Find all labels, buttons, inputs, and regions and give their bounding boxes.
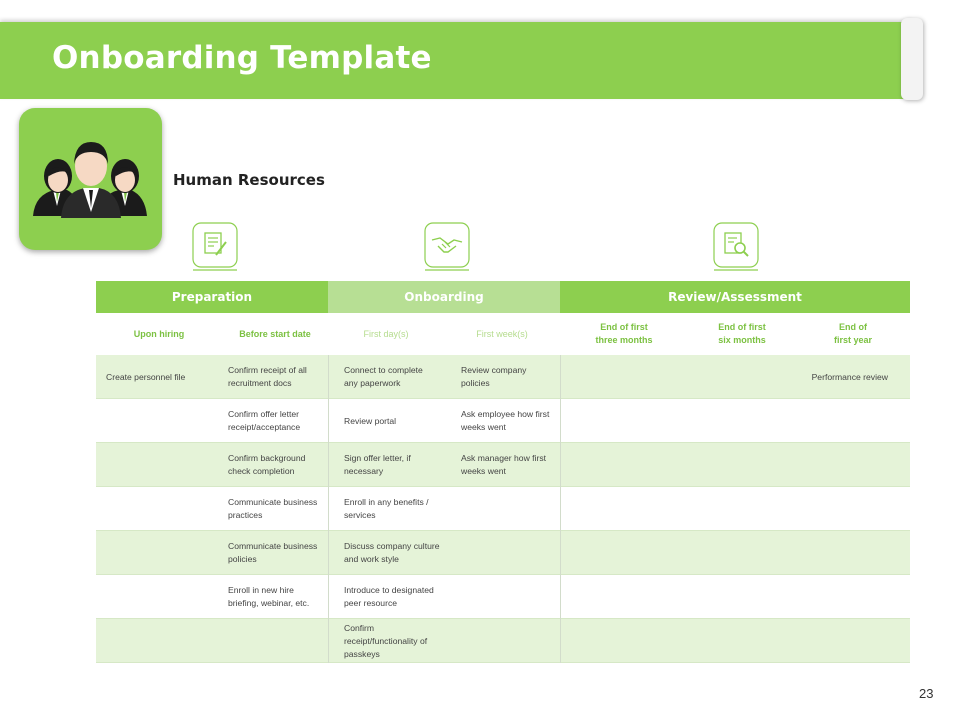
subheader-upon-hiring: Upon hiring [133,328,185,339]
table-cell: Review company policies [461,365,527,388]
table-cell: Review portal [344,416,397,426]
subheader-six-months: End of first six months [718,322,766,345]
table-cell: Confirm receipt of all recruitment docs [228,365,307,388]
table-cell: Confirm offer letter receipt/acceptance [228,409,301,432]
department-label: Human Resources [173,171,325,189]
table-row [96,575,910,619]
table-row [96,487,910,531]
header-preparation: Preparation [96,281,328,313]
magnifier-document-icon [713,222,759,272]
subheader-before-start: Before start date [239,328,311,339]
column-divider [328,355,329,663]
document-pen-icon [192,222,238,272]
table-row [96,531,910,575]
page-curl-decoration [901,18,923,100]
page-number: 23 [919,686,934,701]
slide-title: Onboarding Template [52,40,432,76]
subheader-first-days: First day(s) [363,328,409,339]
subheader-first-year: End of first year [833,322,873,345]
table-cell: Connect to complete any paperwork [344,365,423,388]
people-group-icon [19,108,162,250]
table-cell: Ask manager how first weeks went [461,453,547,476]
table-cell: Ask employee how first weeks went [461,409,550,432]
header-review-assessment: Review/Assessment [560,281,910,313]
table-cell: Create personnel file [106,372,186,382]
table-cell: Sign offer letter, if necessary [344,453,411,476]
table-cell: Introduce to designated peer resource [344,585,434,608]
table-cell: Communicate business policies [228,541,318,564]
table-row [96,399,910,443]
subheader-three-months: End of first three months [595,322,653,345]
header-onboarding: Onboarding [328,281,560,313]
table-row [96,443,910,487]
title-banner [0,22,912,99]
table-cell: Confirm receipt/functionality of passkeys [344,623,428,659]
table-row [96,619,910,663]
table-cell: Performance review [811,372,888,382]
handshake-icon [424,222,470,272]
column-divider [560,355,561,663]
table-row [96,355,910,399]
table-cell: Confirm background check completion [228,453,306,476]
table-cell: Communicate business practices [228,497,318,520]
table-cell: Discuss company culture and work style [344,541,440,564]
table-cell: Enroll in new hire briefing, webinar, etc. [228,585,310,608]
table-cell: Enroll in any benefits / services [344,497,429,520]
subheader-first-weeks: First week(s) [476,328,528,339]
